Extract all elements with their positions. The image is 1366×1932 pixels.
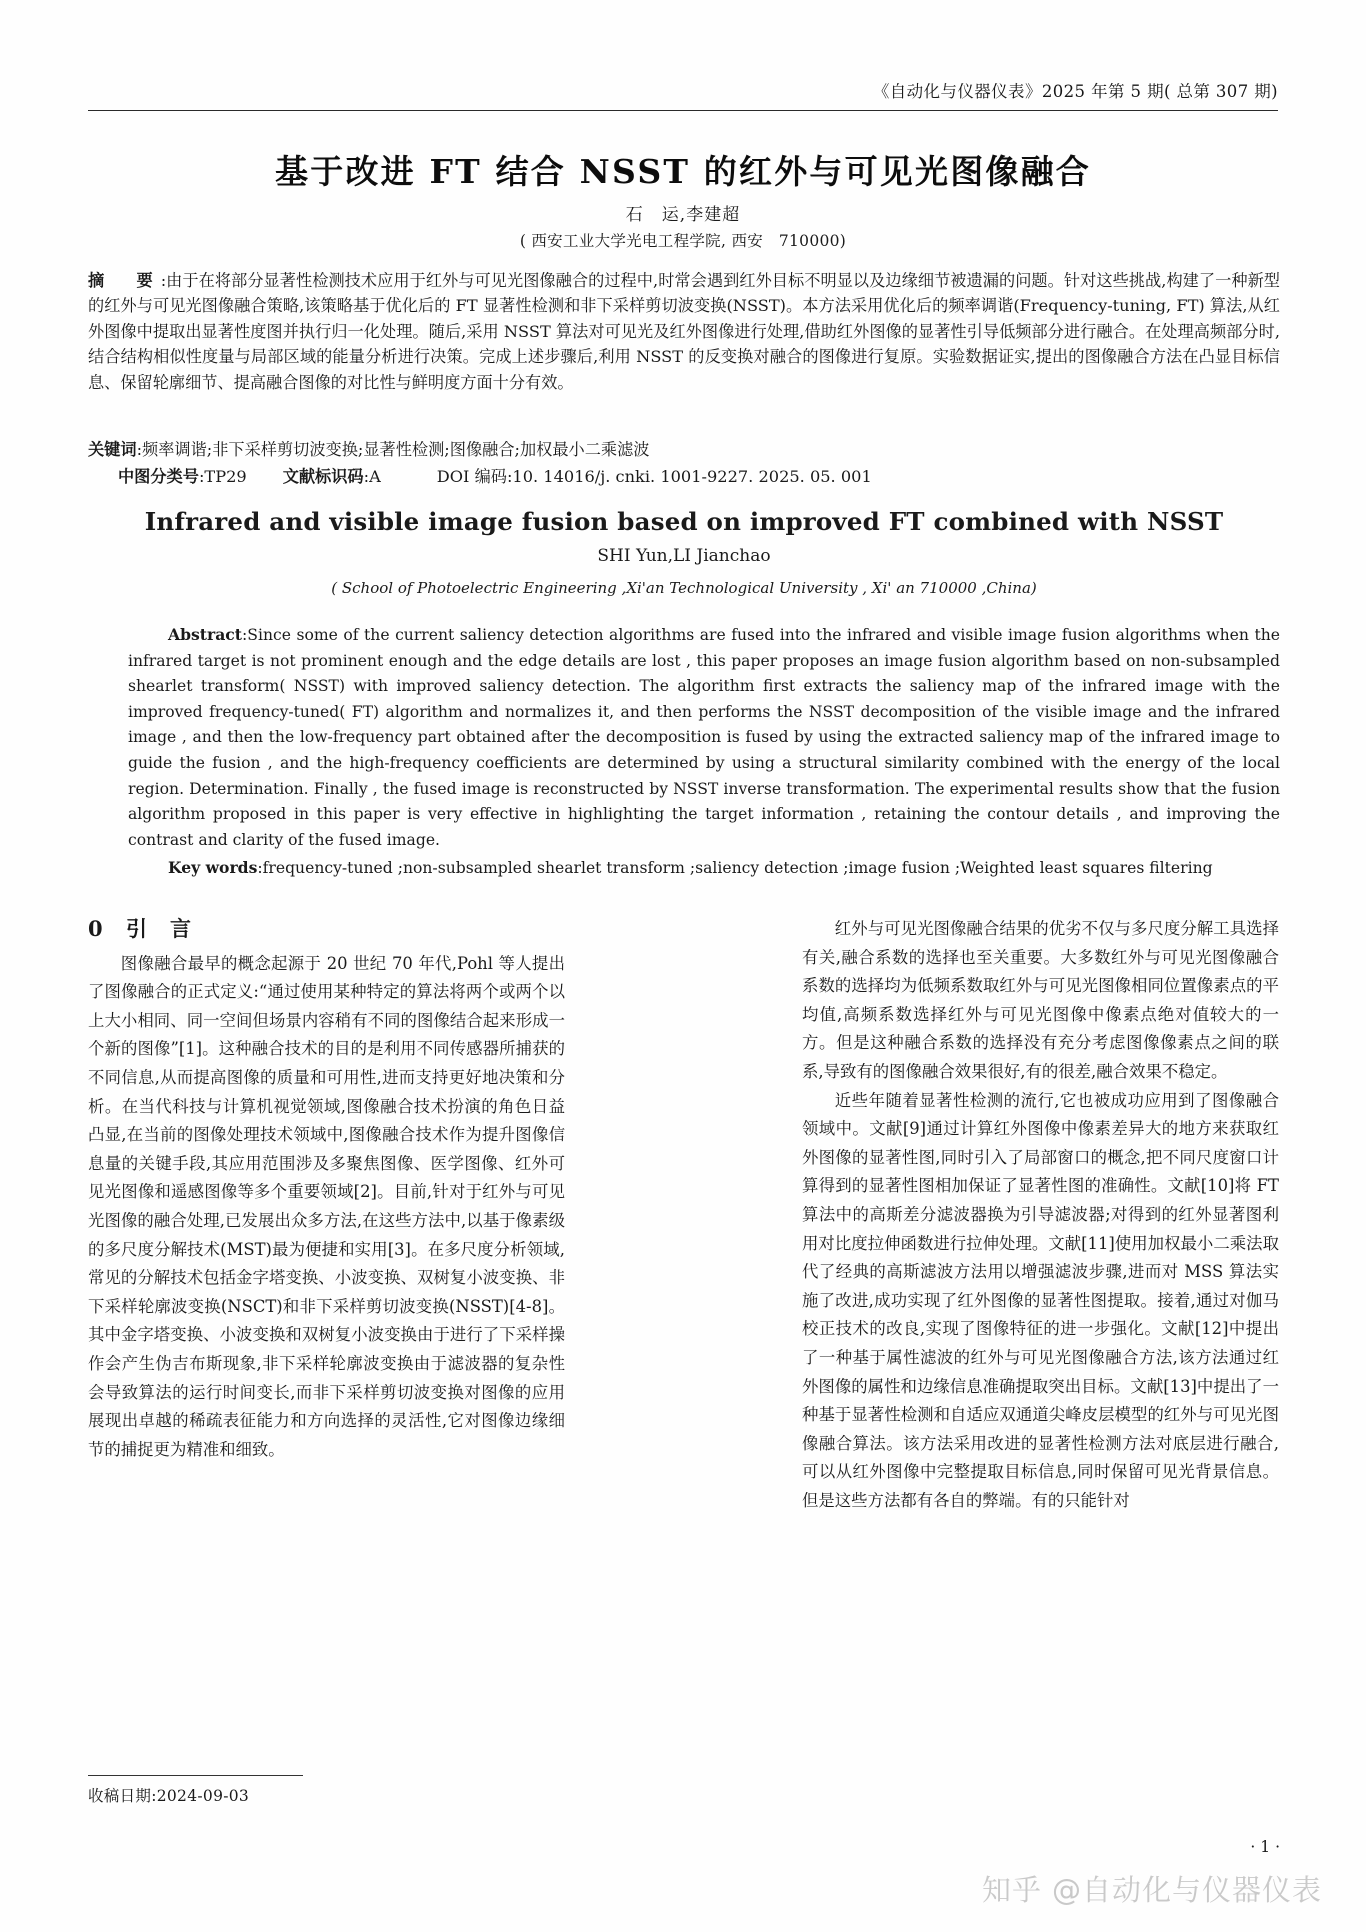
keywords-english xyxy=(128,855,1280,882)
header-rule xyxy=(88,110,1278,111)
doi-value: :10. 14016/j. cnki. 1001-9227. 2025. 05. 001 xyxy=(506,467,872,486)
abstract-english xyxy=(128,622,1280,853)
page-title-english: Infrared and visible image fusion based on improved FT combined with NSST xyxy=(144,507,1224,536)
received-date xyxy=(88,1784,249,1806)
affiliation-chinese: ( 西安工业大学光电工程学院, 西安 710000) xyxy=(519,232,847,250)
keywords-chinese xyxy=(88,437,1280,462)
keywords-chinese-label: 关键词 xyxy=(88,440,137,459)
body-column-right xyxy=(802,915,1279,1515)
keywords-english-label: Key words xyxy=(168,858,258,877)
section-title: 引 言 xyxy=(126,916,192,941)
keywords-chinese-text: :频率调谐;非下采样剪切波变换;显著性检测;图像融合;加权最小二乘滤波 xyxy=(136,440,650,459)
abstract-chinese-text: :由于在将部分显著性检测技术应用于红外与可见光图像融合的过程中,时常会遇到红外目标不明显以及边缘细节被遗漏的问题。针对这些挑战,构建了一种新型的红外与可见光图像融合策略,该策略基于优化后的 FT 显著性检测和非下采样剪切波变换(NSST)。本方法采用优化后的频率调谐(Frequency-tuning, FT) 算法,从红外图像中提取出显著性度图并执行归一化处理。随后,采用 NSST 算法对可见光及红外图像进行处理,借助红外图像的显著性引导低频部分进行融合。在处理高频部分时,结合结构相似性度量与局部区域的能量分析进行决策。完成上述步骤后,利用 NSST 的反变换对融合的图像进行复原。实验数据证实,提出的图像融合方法在凸显目标信息、保留轮廓细节、提高融合图像的对比性与鲜明度方面十分有效。 xyxy=(88,271,1280,392)
clc-value: :TP29 xyxy=(198,467,247,486)
document-code-label: 文献标识码 xyxy=(282,467,364,486)
watermark xyxy=(0,1868,1322,1909)
received-date-label: 收稿日期 xyxy=(88,1787,152,1805)
body-column-left xyxy=(88,915,565,1464)
authors-english: SHI Yun,LI Jianchao xyxy=(597,546,771,566)
page-title-chinese: 基于改进 FT 结合 NSST 的红外与可见光图像融合 xyxy=(275,152,1091,191)
section-heading xyxy=(88,915,565,944)
classification-line xyxy=(88,464,1280,489)
paragraph: 近些年随着显著性检测的流行,它也被成功应用到了图像融合领域中。文献[9]通过计算红外图像中像素差异大的地方来获取红外图像的显著性图,同时引入了局部窗口的概念,把不同尺度窗口计算得到的显著性图相加保证了显著性图的准确性。文献[10]将 FT 算法中的高斯差分滤波器换为引导滤波器;对得到的红外显著图利用对比度拉伸函数进行拉伸处理。文献[11]使用加权最小二乘法取代了经典的高斯滤波方法用以增强滤波步骤,进而对 MSS 算法实施了改进,成功实现了红外图像的显著性图提取。接着,通过对伽马校正技术的改良,实现了图像特征的进一步强化。文献[12]中提出了一种基于属性滤波的红外与可见光图像融合方法,该方法通过红外图像的属性和边缘信息准确提取突出目标。文献[13]中提出了一种基于显著性检测和自适应双通道尖峰皮层模型的红外与可见光图像融合算法。该方法采用改进的显著性检测方法对底层进行融合,可以从红外图像中完整提取目标信息,同时保留可见光背景信息。但是这些方法都有各自的弊端。有的只能针对 xyxy=(802,1090,1279,1510)
document-code-value: :A xyxy=(363,467,381,486)
abstract-english-text: :Since some of the current saliency detection algorithms are fused into the infrared and visible image fusion algorithms when the infrared target is not prominent enough and the edge details are lost , this paper proposes an image fusion algorithm based on non-subsampled shearlet transform( NSST) with improved saliency detection. The algorithm first extracts the saliency map of the infrared image with the improved frequency-tuned( FT) algorithm and normalizes it, and then performs the NSST decomposition of the visible image and the infrared image , and then the low-frequency part obtained after the decomposition is fused by using the extracted saliency map of the infrared image to guide the fusion , and the high-frequency coefficients are determined by using a structural similarity combined with the energy of the local region. Determination. Finally , the fused image is reconstructed by NSST inverse transformation. The experimental results show that the fusion algorithm proposed in this paper is very effective in highlighting the target information , retaining the contour details , and improving the contrast and clarity of the fused image. xyxy=(128,626,1280,849)
section-number: 0 xyxy=(88,916,104,941)
running-head: 《自动化与仪器仪表》2025 年第 5 期( 总第 307 期) xyxy=(872,82,1278,101)
paragraph: 红外与可见光图像融合结果的优劣不仅与多尺度分解工具选择有关,融合系数的选择也至关重要。大多数红外与可见光图像融合系数的选择均为低频系数取红外与可见光图像相同位置像素点的平均值,高频系数选择红外与可见光图像中像素点绝对值较大的一方。但是这种融合系数的选择没有充分考虑图像像素点之间的联系,导致有的图像融合效果很好,有的很差,融合效果不稳定。 xyxy=(802,919,1279,1081)
keywords-english-text: :frequency-tuned ;non-subsampled shearlet transform ;saliency detection ;image fusion ;Weighted least squares filtering xyxy=(257,859,1213,877)
zhihu-logo: 知乎 xyxy=(981,1873,1042,1907)
abstract-chinese-label: 摘 要 xyxy=(88,271,161,290)
abstract-chinese xyxy=(88,268,1280,395)
clc-label: 中图分类号 xyxy=(118,467,199,486)
affiliation-english: ( School of Photoelectric Engineering ,Xi'an Technological University , Xi' an 710000 ,China) xyxy=(331,579,1037,597)
received-date-value: :2024-09-03 xyxy=(151,1787,250,1805)
page-number: · 1 · xyxy=(1250,1838,1280,1856)
abstract-english-label: Abstract xyxy=(168,625,243,644)
authors-chinese: 石 运,李建超 xyxy=(625,205,741,225)
doi-label: DOI 编码 xyxy=(436,467,507,486)
footer-rule xyxy=(88,1775,303,1776)
paragraph: 图像融合最早的概念起源于 20 世纪 70 年代,Pohl 等人提出了图像融合的正式定义:“通过使用某种特定的算法将两个或两个以上大小相同、同一空间但场景内容稍有不同的图像结合起来形成一个新的图像”[1]。这种融合技术的目的是利用不同传感器所捕获的不同信息,从而提高图像的质量和可用性,进而支持更好地决策和分析。在当代科技与计算机视觉领域,图像融合技术扮演的角色日益凸显,在当前的图像处理技术领域中,图像融合技术作为提升图像信息量的关键手段,其应用范围涉及多聚焦图像、医学图像、红外可见光图像和遥感图像等多个重要领域[2]。目前,针对于红外与可见光图像的融合处理,已发展出众多方法,在这些方法中,以基于像素级的多尺度分解技术(MST)最为便捷和实用[3]。在多尺度分析领域,常见的分解技术包括金字塔变换、小波变换、双树复小波变换、非下采样轮廓波变换(NSCT)和非下采样剪切波变换(NSST)[4-8]。其中金字塔变换、小波变换和双树复小波变换由于进行了下采样操作会产生伪吉布斯现象,非下采样轮廓波变换由于滤波器的复杂性会导致算法的运行时间变长,而非下采样剪切波变换对图像的应用展现出卓越的稀疏表征能力和方向选择的灵活性,它对图像边缘细节的捕捉更为精准和细致。 xyxy=(88,953,565,1459)
watermark-account: @自动化与仪器仪表 xyxy=(1051,1873,1322,1907)
